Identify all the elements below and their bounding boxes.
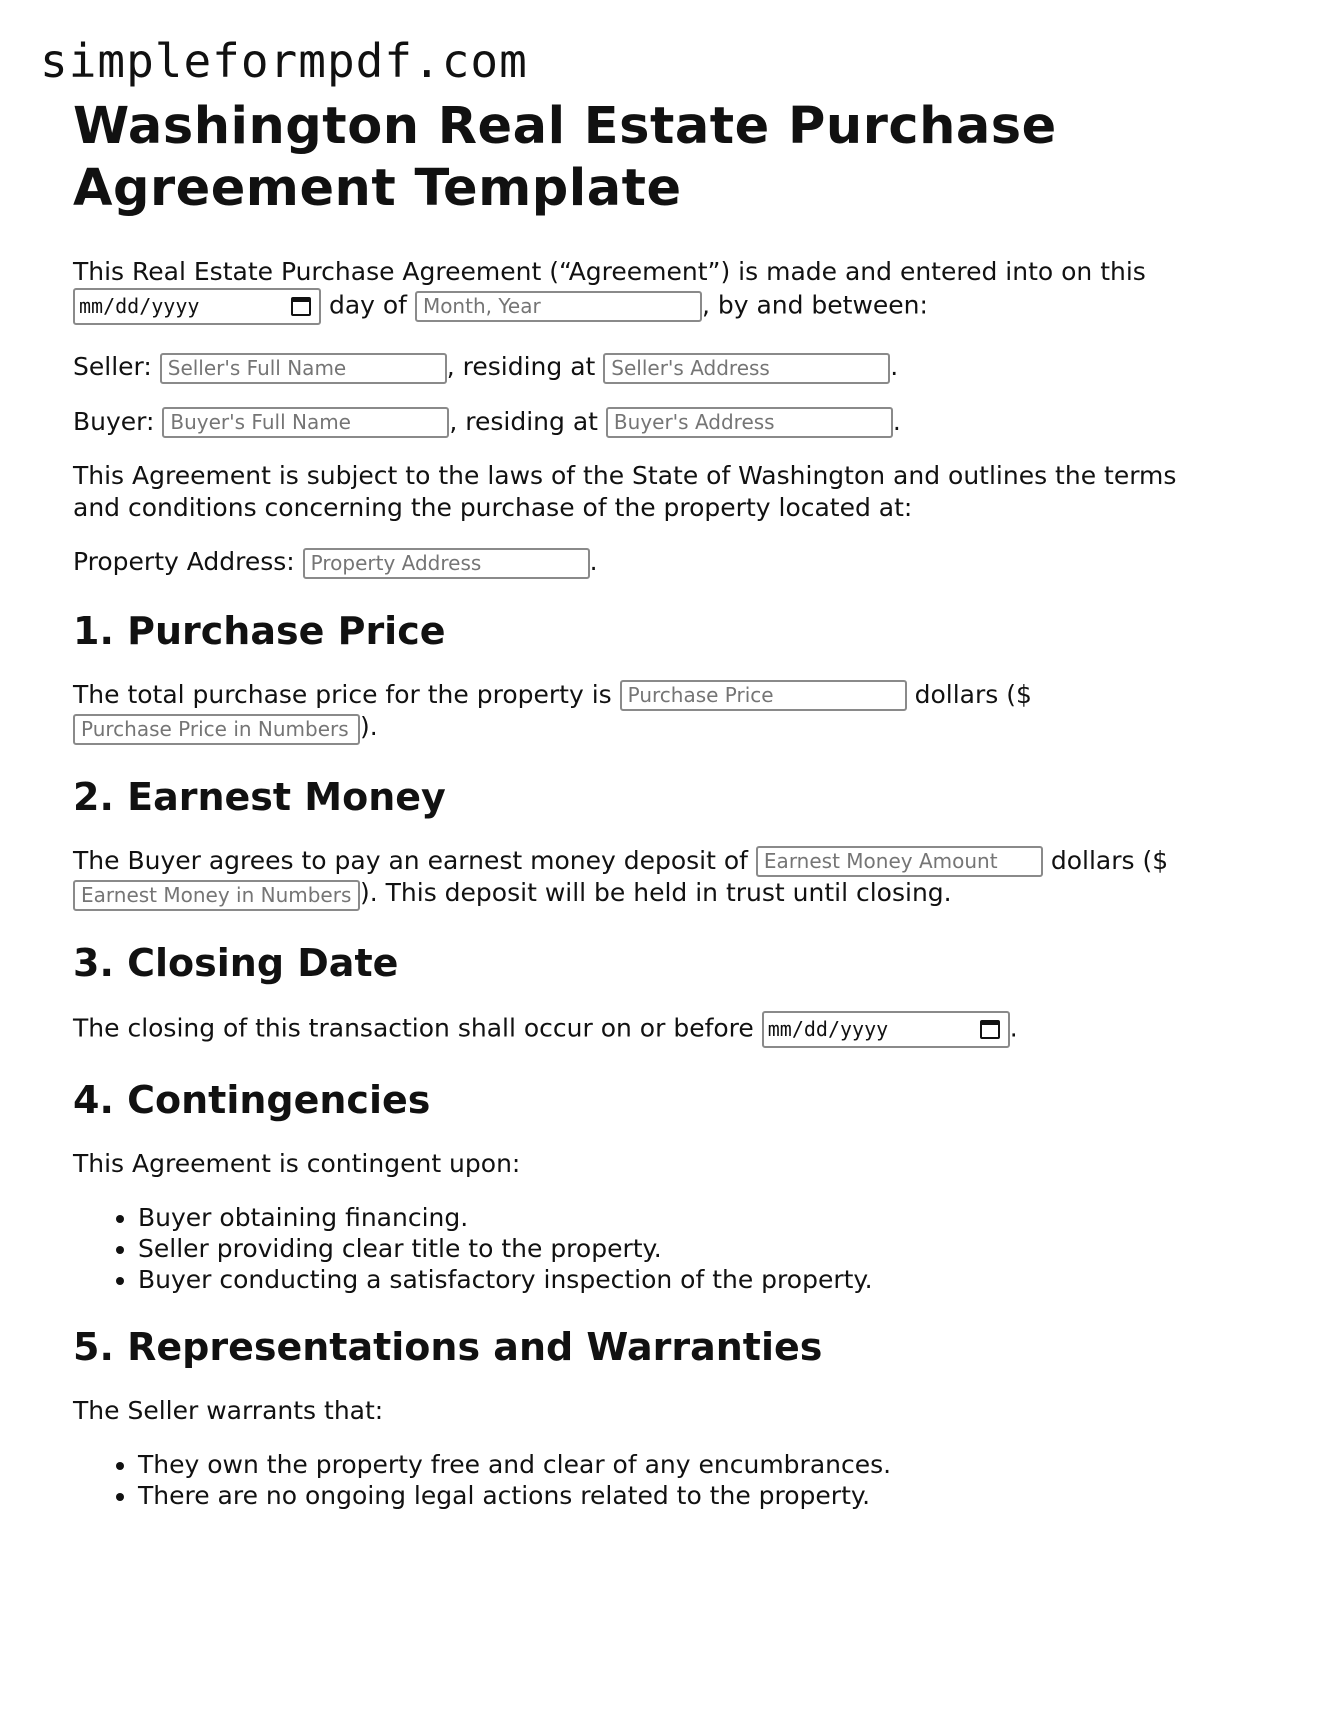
- seller-line: Seller: Seller's Full Name , residing at Seller's Address .: [73, 351, 1253, 384]
- property-line: Property Address: Property Address .: [73, 546, 1253, 579]
- page-title: Washington Real Estate Purchase Agreement Template: [73, 97, 1057, 218]
- seller-name-input[interactable]: Seller's Full Name: [160, 353, 447, 384]
- list-item: • Buyer obtaining financing.: [138, 1202, 1253, 1233]
- warranties-intro: The Seller warrants that:: [73, 1395, 384, 1425]
- purchase-price-paragraph: The total purchase price for the property is Purchase Price dollars ($ Purchase Price in Numbers ).: [73, 679, 1253, 745]
- intro-text-1: This Real Estate Purchase Agreement (“Agreement”) is made and entered into on this: [73, 257, 1146, 286]
- list-item: • Seller providing clear title to the property.: [138, 1233, 1253, 1264]
- calendar-icon[interactable]: [980, 1020, 1000, 1039]
- agreement-date-input[interactable]: mm/dd/yyyy: [73, 288, 321, 325]
- section-2-heading: 2. Earnest Money: [73, 774, 446, 819]
- buyer-address-input[interactable]: Buyer's Address: [606, 407, 893, 438]
- site-watermark: simpleformpdf.com: [40, 34, 528, 88]
- list-item: • There are no ongoing legal actions related to the property.: [138, 1480, 1253, 1511]
- contingencies-list: [73, 1202, 1253, 1295]
- earnest-money-paragraph: The Buyer agrees to pay an earnest money deposit of Earnest Money Amount dollars ($ Earnest Money in Numbers ). This deposit will be held in trust until closing.: [73, 845, 1253, 911]
- purchase-price-input[interactable]: Purchase Price: [620, 680, 907, 711]
- seller-label: Seller:: [73, 352, 152, 381]
- section-3-heading: 3. Closing Date: [73, 940, 399, 985]
- property-label: Property Address:: [73, 547, 295, 576]
- laws-paragraph: This Agreement is subject to the laws of the State of Washington and outlines the terms and conditions concerning the purchase of the property located at:: [73, 461, 1177, 522]
- earnest-money-numbers-input[interactable]: Earnest Money in Numbers: [73, 880, 360, 911]
- warranties-list: [73, 1449, 1253, 1511]
- buyer-line: Buyer: Buyer's Full Name , residing at Buyer's Address .: [73, 406, 1253, 439]
- agreement-document: [73, 90, 1253, 1541]
- property-address-input[interactable]: Property Address: [303, 548, 590, 579]
- earnest-money-amount-input[interactable]: Earnest Money Amount: [756, 846, 1043, 877]
- buyer-name-input[interactable]: Buyer's Full Name: [162, 407, 449, 438]
- buyer-label: Buyer:: [73, 406, 155, 436]
- list-item: • They own the property free and clear of any encumbrances.: [138, 1449, 1253, 1480]
- closing-date-input[interactable]: mm/dd/yyyy: [762, 1011, 1010, 1048]
- section-4-heading: 4. Contingencies: [73, 1077, 431, 1122]
- closing-date-paragraph: The closing of this transaction shall occur on or before mm/dd/yyyy .: [73, 1011, 1253, 1048]
- buyer-residing-text: , residing at: [449, 406, 598, 436]
- seller-residing-text: , residing at: [446, 352, 596, 381]
- seller-address-input[interactable]: Seller's Address: [603, 353, 890, 384]
- list-item: • Buyer conducting a satisfactory inspection of the property.: [138, 1264, 1253, 1295]
- calendar-icon[interactable]: [291, 297, 311, 316]
- purchase-price-numbers-input[interactable]: Purchase Price in Numbers: [73, 714, 360, 745]
- section-1-heading: 1. Purchase Price: [73, 608, 446, 653]
- month-year-input[interactable]: Month, Year: [415, 291, 702, 322]
- section-5-heading: 5. Representations and Warranties: [73, 1324, 823, 1369]
- intro-text-3: , by and between:: [701, 290, 928, 320]
- contingencies-intro: This Agreement is contingent upon:: [73, 1148, 521, 1178]
- intro-text-2: day of: [328, 290, 407, 320]
- intro-paragraph: [73, 256, 1253, 325]
